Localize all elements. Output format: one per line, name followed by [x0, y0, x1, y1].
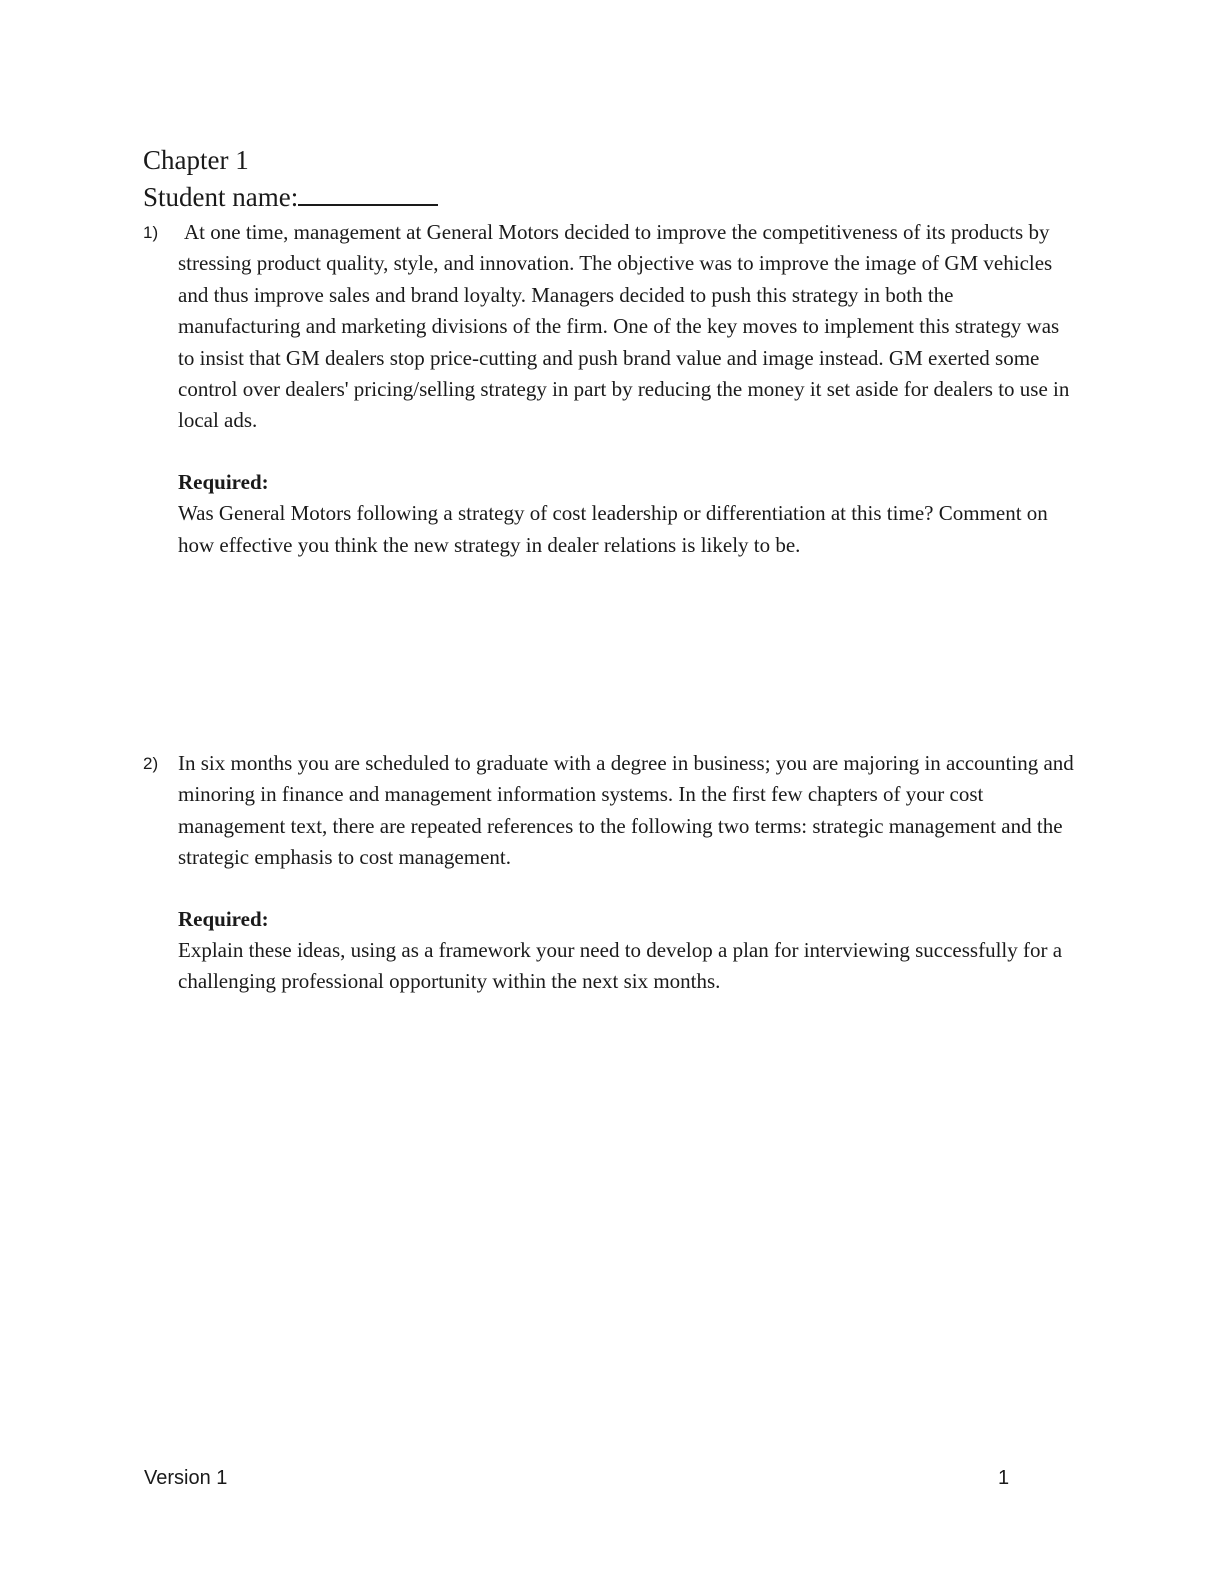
- student-name-label: Student name:: [143, 182, 299, 212]
- student-name-line: [143, 178, 438, 215]
- chapter-title: Chapter 1: [143, 145, 249, 175]
- question-2-required-label: Required:: [178, 906, 269, 931]
- question-1-required-text: Was General Motors following a strategy of cost leadership or differentiation at this time? Comment on how effective you think the new strategy in dealer relations is likely to be.: [178, 501, 1048, 557]
- question-1: [178, 217, 1078, 561]
- question-2-text: In six months you are scheduled to graduate with a degree in business; you are majoring in accounting and minoring in finance and management information systems. In the first few chapters of your cost management text, there are repeated references to the following two terms: strategic management and the strategic emphasis to cost management.: [178, 751, 1074, 870]
- question-1-text: At one time, management at General Motors decided to improve the competitiveness of its products by stressing product quality, style, and innovation. The objective was to improve the image of GM vehicles and thus improve sales and brand loyalty. Managers decided to push this strategy in both the manufacturing and marketing divisions of the firm. One of the key moves to implement this strategy was to insist that GM dealers stop price-cutting and push brand value and image instead. GM exerted some control over dealers' pricing/selling strategy in part by reducing the money it set aside for dealers to use in local ads.: [178, 220, 1070, 433]
- question-2-number: 2): [143, 754, 159, 773]
- question-2-required-text: Explain these ideas, using as a framework your need to develop a plan for interviewing successfully for a challenging professional opportunity within the next six months.: [178, 938, 1063, 994]
- question-2: [178, 748, 1078, 998]
- footer-page-number: 1: [998, 1467, 1010, 1489]
- question-1-number: 1): [143, 223, 159, 242]
- student-name-blank: [298, 178, 438, 206]
- question-1-required-label: Required:: [178, 469, 269, 494]
- footer-version: Version 1: [144, 1467, 228, 1489]
